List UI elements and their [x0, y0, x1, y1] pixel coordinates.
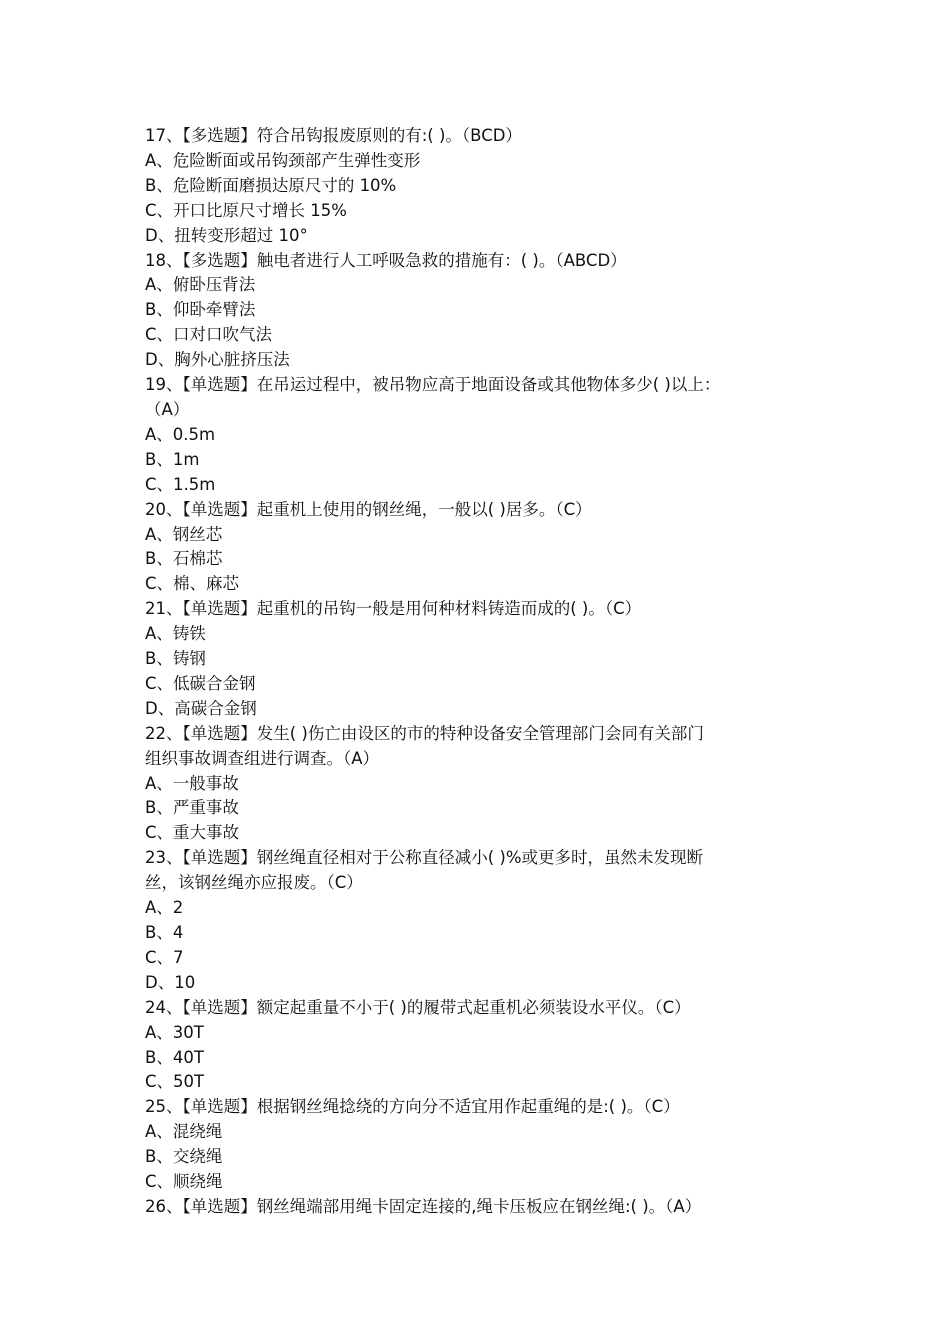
text-line: 17、【多选题】符合吊钩报废原则的有:( )。（BCD）: [145, 126, 522, 145]
text-line: A、危险断面或吊钩颈部产生弹性变形: [145, 150, 421, 170]
text-line: 22、【单选题】发生( )伤亡由设区的市的特种设备安全管理部门会同有关部门: [145, 723, 704, 743]
text-line: A、钢丝芯: [145, 524, 223, 544]
text-line: 26、【单选题】钢丝绳端部用绳卡固定连接的,绳卡压板应在钢丝绳:( )。（A）: [145, 1196, 702, 1216]
text-line: C、重大事故: [145, 823, 240, 843]
text-line: C、低碳合金钢: [145, 673, 256, 693]
text-line: B、仰卧牵臂法: [145, 300, 256, 320]
text-line: A、混绕绳: [145, 1122, 223, 1142]
text-line: 20、【单选题】起重机上使用的钢丝绳，一般以( )居多。（C）: [145, 499, 592, 519]
text-line: A、俯卧压背法: [145, 275, 256, 295]
text-line: 18、【多选题】触电者进行人工呼吸急救的措施有：( )。（ABCD）: [145, 250, 627, 270]
text-line: B、4: [145, 923, 184, 942]
text-line: D、10: [145, 972, 196, 992]
text-line: C、棉、麻芯: [145, 574, 240, 594]
text-line: D、高碳合金钢: [145, 698, 257, 718]
text-line: A、30T: [145, 1022, 204, 1042]
text-line: 25、【单选题】根据钢丝绳捻绕的方向分不适宜用作起重绳的是:( )。（C）: [145, 1097, 680, 1117]
text-line: B、40T: [145, 1047, 204, 1067]
text-line: （A）: [145, 399, 190, 419]
text-line: 24、【单选题】额定起重量不小于( )的履带式起重机必须装设水平仪。（C）: [145, 997, 691, 1017]
text-line: B、铸钢: [145, 649, 206, 669]
question-list: [145, 124, 825, 1220]
text-line: A、铸铁: [145, 624, 206, 644]
text-line: B、1m: [145, 449, 200, 469]
text-line: A、0.5m: [145, 424, 216, 444]
text-line: C、口对口吹气法: [145, 325, 273, 345]
text-line: C、顺绕绳: [145, 1172, 223, 1192]
text-line: B、严重事故: [145, 798, 239, 818]
text-line: A、一般事故: [145, 773, 239, 793]
text-line: 21、【单选题】起重机的吊钩一般是用何种材料铸造而成的( )。（C）: [145, 599, 642, 619]
text-line: C、7: [145, 947, 184, 967]
text-line: D、胸外心脏挤压法: [145, 350, 290, 370]
text-line: B、危险断面磨损达原尺寸的 10%: [145, 175, 397, 195]
text-line: D、扭转变形超过 10°: [145, 225, 308, 245]
text-line: C、1.5m: [145, 474, 216, 494]
text-line: B、交绕绳: [145, 1147, 223, 1167]
text-line: 19、【单选题】在吊运过程中，被吊物应高于地面设备或其他物体多少( )以上：: [145, 375, 721, 395]
text-line: 丝，该钢丝绳亦应报废。（C）: [145, 873, 363, 893]
text-line: B、石棉芯: [145, 549, 223, 569]
text-line: 23、【单选题】钢丝绳直径相对于公称直径减小( )%或更多时，虽然未发现断: [145, 848, 704, 868]
text-line: C、开口比原尺寸增长 15%: [145, 200, 347, 220]
text-line: 组织事故调查组进行调查。（A）: [145, 748, 380, 768]
text-line: A、2: [145, 898, 184, 918]
text-line: C、50T: [145, 1072, 205, 1092]
